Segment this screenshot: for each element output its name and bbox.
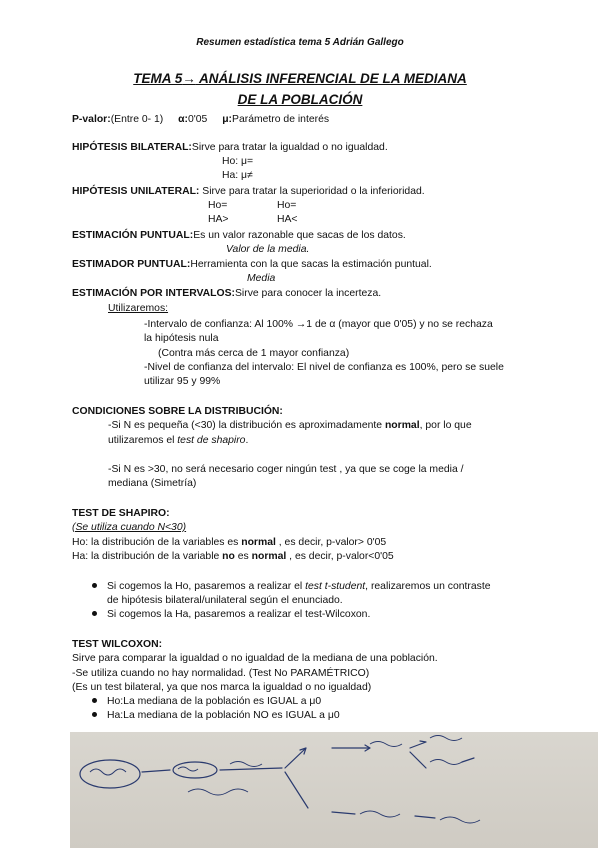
unilateral-hab: HA<	[277, 214, 298, 225]
intervalos-text: Sirve para conocer la incerteza.	[235, 288, 382, 299]
bilateral-text: Sirve para tratar la igualdad o no igualdad.	[191, 142, 388, 153]
estimacion-puntual-sub: Valor de la media.	[226, 244, 310, 255]
bullet-dot	[92, 698, 97, 703]
wilcoxon-l2: -Se utiliza cuando no hay normalidad. (Test No PARAMÉTRICO)	[72, 668, 370, 679]
wilcoxon-bullet-1	[92, 695, 321, 709]
wilcoxon-label: TEST WILCOXON:	[72, 639, 163, 650]
shapiro-use: (Se utiliza cuando N<30)	[72, 522, 187, 533]
handwritten-diagram-sketch	[70, 732, 598, 848]
bullet-dot	[92, 712, 97, 717]
condiciones-l3: -Si N es >30, no será necesario coger ningún test , ya que se coge la media /	[108, 464, 464, 475]
bilateral-label: HIPÓTESIS BILATERAL:	[72, 142, 192, 153]
shapiro-hab: no	[222, 551, 235, 562]
wilcoxon-b1: Ho:La mediana de la población es IGUAL a μ0	[107, 696, 322, 707]
shapiro-b1b: test t-student	[305, 581, 366, 592]
title-part2: ANÁLISIS INFERENCIAL DE LA MEDIANA	[195, 71, 467, 86]
page-title	[0, 71, 600, 86]
intervalos-l4: -Nivel de confianza del intervalo: El nivel de confianza es 100%, pero se suele	[144, 362, 504, 373]
shapiro-h0b: normal	[241, 537, 276, 548]
shapiro-bullet-1	[92, 580, 491, 594]
bilateral-ha: Ha: μ≠	[222, 170, 253, 181]
shapiro-hac: es	[234, 551, 252, 562]
intervalos-l5: utilizar 95 y 99%	[144, 376, 221, 387]
params-line	[72, 113, 329, 127]
intervalos-label: ESTIMACIÓN POR INTERVALOS:	[72, 288, 235, 299]
pvalor-label: P-valor:	[72, 114, 111, 125]
handwritten-diagram-photo	[70, 732, 598, 848]
shapiro-b1a: Si cogemos la Ho, pasaremos a realizar el	[107, 581, 306, 592]
unilateral-text: Sirve para tratar la superioridad o la inferioridad.	[199, 186, 425, 197]
bilateral-line	[72, 141, 388, 155]
unilateral-h0b: Ho=	[277, 200, 297, 211]
shapiro-ha	[72, 550, 394, 564]
shapiro-bullet-2	[92, 608, 370, 622]
shapiro-haa: Ha: la distribución de la variable	[72, 551, 223, 562]
bullet-dot	[92, 611, 97, 616]
condiciones-l2	[108, 434, 248, 448]
shapiro-had: normal	[251, 551, 287, 562]
shapiro-hae: , es decir, p-valor<0'05	[286, 551, 394, 562]
shapiro-h0a: Ho: la distribución de la variables es	[72, 537, 242, 548]
unilateral-h0a: Ho=	[208, 200, 228, 211]
shapiro-label: TEST DE SHAPIRO:	[72, 508, 170, 519]
pvalor-text: (Entre 0- 1)	[110, 114, 164, 125]
condiciones-l1a: -Si N es pequeña (<30) la distribución es aproximadamente	[108, 420, 385, 431]
intervalos-line	[72, 287, 381, 301]
intervalos-l2: la hipótesis nula	[144, 333, 219, 344]
shapiro-b1c: , realizaremos un contraste	[365, 581, 491, 592]
estimador-puntual-text: Herramienta con la que sacas la estimación puntual.	[190, 259, 432, 270]
unilateral-label: HIPÓTESIS UNILATERAL:	[72, 186, 200, 197]
condiciones-l1b: normal	[384, 420, 420, 431]
intervalos-l1: -Intervalo de confianza: Al 100% →1 de α (mayor que 0'05) y no se rechaza	[144, 319, 493, 330]
estimacion-puntual-label: ESTIMACIÓN PUNTUAL:	[72, 230, 194, 241]
estimacion-puntual-line	[72, 229, 406, 243]
wilcoxon-bullet-2	[92, 709, 340, 723]
mu-label: μ:	[222, 114, 233, 125]
handwriting-scribbles	[90, 736, 480, 824]
condiciones-l2a: utilizaremos el	[108, 435, 178, 446]
utilizaremos-label: Utilizaremos:	[108, 303, 169, 314]
bilateral-h0: Ho: μ=	[222, 156, 254, 167]
estimador-puntual-label: ESTIMADOR PUNTUAL:	[72, 259, 191, 270]
title-arrow: →	[182, 71, 196, 86]
shapiro-bullet-1-cont: de hipótesis bilateral/unilateral según el enunciado.	[107, 595, 343, 606]
title-part1: TEMA 5	[133, 71, 183, 86]
condiciones-l2c: .	[245, 435, 249, 446]
shapiro-h0	[72, 536, 386, 550]
estimador-puntual-line	[72, 258, 432, 272]
estimador-puntual-sub: Media	[247, 273, 276, 284]
condiciones-l2b: test de shapiro	[177, 435, 246, 446]
shapiro-b2: Si cogemos la Ha, pasaremos a realizar el test-Wilcoxon.	[107, 609, 371, 620]
shapiro-h0c: , es decir, p-valor> 0'05	[275, 537, 387, 548]
wilcoxon-l1: Sirve para comparar la igualdad o no igualdad de la mediana de una población.	[72, 653, 438, 664]
page-title-line2: DE LA POBLACIÓN	[237, 92, 363, 107]
unilateral-haa: HA>	[208, 214, 229, 225]
mu-text: Parámetro de interés	[232, 114, 330, 125]
condiciones-l4: mediana (Simetría)	[108, 478, 197, 489]
alpha-label: α:	[178, 114, 188, 125]
unilateral-line	[72, 185, 425, 199]
condiciones-l1c: , por lo que	[419, 420, 472, 431]
document-header: Resumen estadística tema 5 Adrián Gallego	[196, 37, 404, 48]
bullet-dot	[92, 583, 97, 588]
estimacion-puntual-text: Es un valor razonable que sacas de los datos.	[193, 230, 406, 241]
intervalos-l3: (Contra más cerca de 1 mayor confianza)	[158, 348, 350, 359]
condiciones-label: CONDICIONES SOBRE LA DISTRIBUCIÓN:	[72, 406, 283, 417]
wilcoxon-b2: Ha:La mediana de la población NO es IGUAL a μ0	[107, 710, 340, 721]
alpha-text: 0'05	[187, 114, 208, 125]
condiciones-l1	[108, 419, 472, 433]
wilcoxon-l3: (Es un test bilateral, ya que nos marca la igualdad o no igualdad)	[72, 682, 372, 693]
